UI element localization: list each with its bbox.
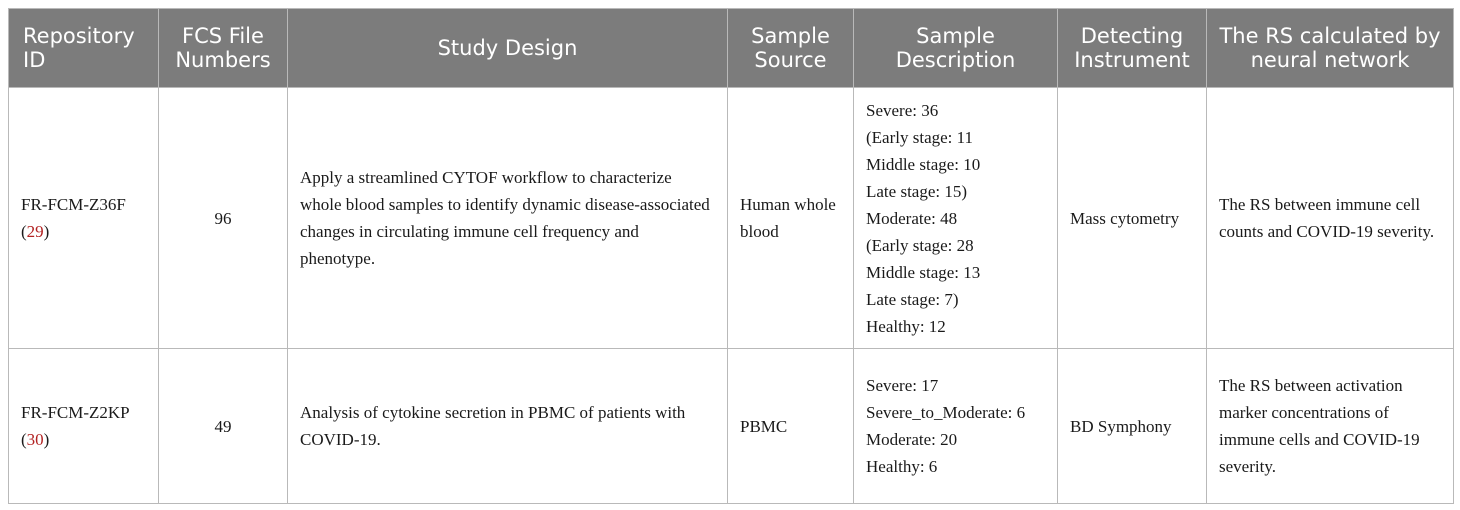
sample-description	[854, 349, 1058, 504]
sample-description-line: Middle stage: 13	[866, 262, 981, 282]
sample-description-line: Late stage: 7)	[866, 289, 959, 309]
study-design: Analysis of cytokine secretion in PBMC of patients with COVID-19.	[288, 349, 728, 504]
repository-id: FR-FCM-Z2KP	[21, 403, 130, 422]
sample-description-line: (Early stage: 28	[866, 235, 974, 255]
study-design: Apply a streamlined CYTOF workflow to characterize whole blood samples to identify dynamic disease-associated changes in circulating immune cell frequency and phenotype.	[288, 88, 728, 349]
sample-description-line: Healthy: 12	[866, 316, 946, 336]
sample-source: Human whole blood	[728, 88, 854, 349]
sample-description-line: Healthy: 6	[866, 457, 938, 476]
reference-link[interactable]: 30	[26, 430, 44, 449]
sample-description-line: Severe: 17	[866, 376, 939, 395]
header-fcs-file-numbers: FCS File Numbers	[159, 9, 288, 88]
fcs-file-numbers: 49	[159, 349, 288, 504]
header-sample-description: Sample Description	[854, 9, 1058, 88]
sample-description-line: Severe_to_Moderate: 6	[866, 403, 1026, 422]
rs-description: The RS between immune cell counts and COVID-19 severity.	[1207, 88, 1454, 349]
header-row	[9, 9, 1454, 88]
table-row	[9, 88, 1454, 349]
sample-description-line: Moderate: 48	[866, 208, 958, 228]
table-row	[9, 349, 1454, 504]
header-repository-id: Repository ID	[9, 9, 159, 88]
header-rs-neural-network: The RS calculated by neural network	[1207, 9, 1454, 88]
repository-table	[8, 8, 1454, 504]
fcs-file-numbers: 96	[159, 88, 288, 349]
sample-description-line: Severe: 36	[866, 100, 939, 120]
sample-description	[854, 88, 1058, 349]
repository-id-cell: FR-FCM-Z36F (29)	[9, 88, 159, 349]
rs-description: The RS between activation marker concentrations of immune cells and COVID-19 severity.	[1207, 349, 1454, 504]
header-sample-source: Sample Source	[728, 9, 854, 88]
detecting-instrument: BD Symphony	[1058, 349, 1207, 504]
header-detecting-instrument: Detecting Instrument	[1058, 9, 1207, 88]
header-study-design: Study Design	[288, 9, 728, 88]
reference-link[interactable]: 29	[26, 222, 44, 241]
sample-source: PBMC	[728, 349, 854, 504]
repository-id: FR-FCM-Z36F	[21, 195, 126, 214]
repository-id-cell: FR-FCM-Z2KP (30)	[9, 349, 159, 504]
sample-description-line: Late stage: 15)	[866, 181, 968, 201]
sample-description-line: Middle stage: 10	[866, 154, 981, 174]
sample-description-line: Moderate: 20	[866, 430, 958, 449]
detecting-instrument: Mass cytometry	[1058, 88, 1207, 349]
sample-description-line: (Early stage: 11	[866, 127, 973, 147]
